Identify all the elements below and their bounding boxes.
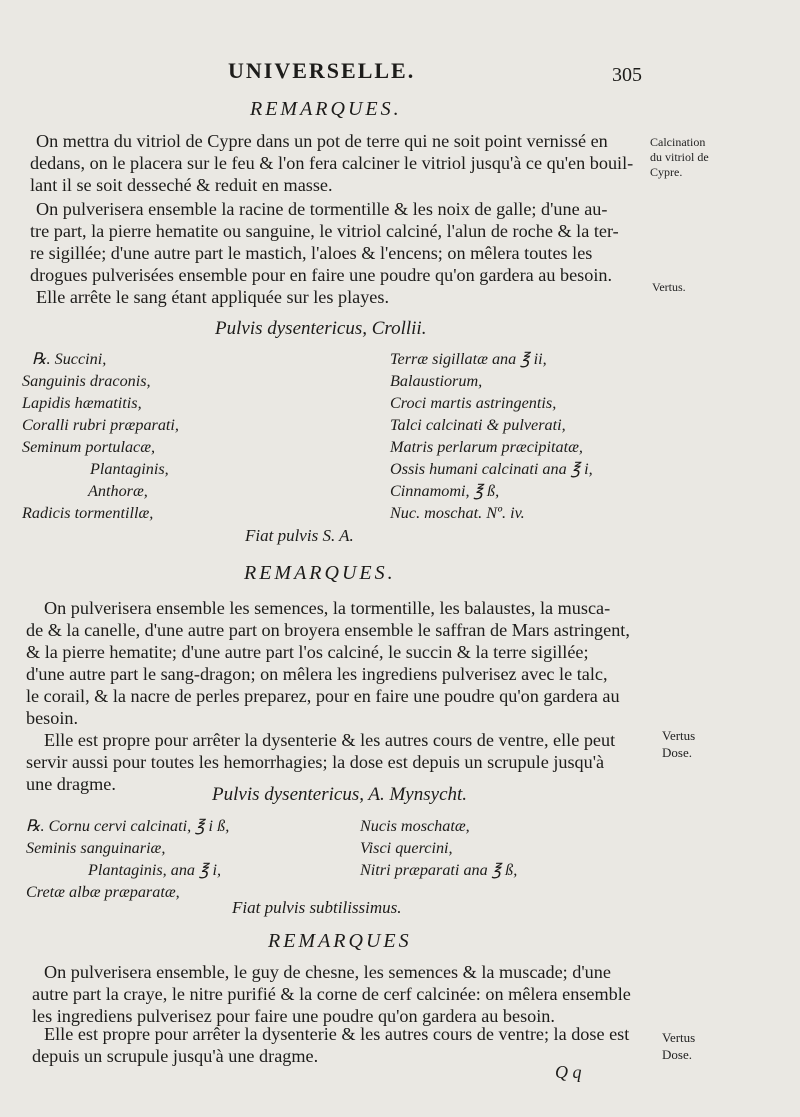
- ingredient: Lapidis hæmatitis,: [22, 394, 142, 412]
- text-line: le corail, & la nacre de perles preparez, pour en faire une poudre qu'on gardera au: [26, 686, 620, 706]
- text-line: les ingrediens pulverisez pour faire une poudre qu'on gardera au besoin.: [32, 1006, 555, 1026]
- ingredient: Seminum portulacæ,: [22, 438, 156, 456]
- text-line: Elle est propre pour arrêter la dysenterie & les autres cours de ventre, elle peut: [44, 730, 616, 750]
- margin-note-dose-2: Dose.: [662, 745, 692, 760]
- text-line: une dragme.: [26, 774, 116, 794]
- section3-paragraph-2: [32, 1023, 629, 1067]
- text-line: d'une autre part le sang-dragon; on mêlera les ingrediens pulverisez avec le talc,: [26, 664, 608, 684]
- ingredient: Terræ sigillatæ ana ℥ ii,: [390, 350, 547, 368]
- margin-note-vertus-3: Vertus: [662, 1030, 696, 1045]
- ingredient: Balaustiorum,: [390, 372, 483, 390]
- section1-paragraph-2: [30, 198, 619, 286]
- recipe2-ingredients-right: [360, 815, 517, 881]
- section1-paragraph-1: [30, 130, 633, 196]
- text-line: dedans, on le placera sur le feu & l'on fera calciner le vitriol jusqu'à ce qu'en bouil-: [30, 153, 634, 173]
- ingredient: Nuc. moschat. Nº. iv.: [390, 504, 525, 522]
- ingredient: ℞. Succini,: [32, 350, 107, 368]
- ingredient: Seminis sanguinariæ,: [26, 839, 166, 857]
- running-head: UNIVERSELLE.: [228, 58, 416, 83]
- ingredient: Radicis tormentillæ,: [22, 504, 154, 522]
- text-line: re sigillée; d'une autre part le mastich, l'aloes & l'encens; on mêlera toutes les: [30, 243, 593, 263]
- ingredient: Matris perlarum præcipitatæ,: [390, 438, 583, 456]
- page-number: 305: [612, 64, 642, 86]
- margin-line: Cypre.: [650, 165, 683, 179]
- recipe1-fiat: Fiat pulvis S. A.: [245, 526, 354, 545]
- text-line: lant il se soit desseché & reduit en masse.: [30, 175, 333, 195]
- section1-paragraph-3: Elle arrête le sang étant appliquée sur les playes.: [36, 287, 389, 307]
- margin-note-vertus-2: Vertus: [662, 728, 696, 743]
- text-line: depuis un scrupule jusqu'à une dragme.: [32, 1046, 319, 1066]
- text-line: besoin.: [26, 708, 79, 728]
- margin-note-calcination: [650, 135, 709, 180]
- ingredient: Sanguinis draconis,: [22, 372, 151, 390]
- section3-paragraph-1: [32, 961, 631, 1027]
- text-line: Elle est propre pour arrêter la dysenterie & les autres cours de ventre; la dose est: [44, 1024, 630, 1044]
- recipe1-ingredients-right: [390, 348, 593, 524]
- text-line: On mettra du vitriol de Cypre dans un pot de terre qui ne soit point vernissé en: [36, 131, 608, 151]
- ingredient: Anthoræ,: [88, 482, 148, 500]
- ingredient: Ossis humani calcinati ana ℥ i,: [390, 460, 593, 478]
- text-line: On pulverisera ensemble les semences, la tormentille, les balaustes, la muscа-: [44, 598, 611, 618]
- section-heading-3: REMARQUES: [268, 930, 412, 952]
- text-line: tre part, la pierre hematite ou sanguine, le vitriol calciné, l'alun de roche & la ter-: [30, 221, 619, 241]
- text-line: de & la canelle, d'une autre part on broyera ensemble le saffran de Mars astringent,: [26, 620, 630, 640]
- text-line: On pulverisera ensemble, le guy de chesne, les semences & la muscade; d'une: [44, 962, 611, 982]
- text-line: drogues pulverisées ensemble pour en faire une poudre qu'on gardera au besoin.: [30, 265, 613, 285]
- margin-note-dose-3: Dose.: [662, 1047, 692, 1062]
- ingredient: Nitri præparati ana ℥ ß,: [360, 861, 518, 879]
- section-heading-2: REMARQUES.: [244, 562, 396, 584]
- margin-line: du vitriol de: [650, 150, 709, 164]
- ingredient: Nucis moschatæ,: [360, 817, 470, 835]
- recipe2-ingredients-left: [26, 815, 229, 903]
- text-line: On pulverisera ensemble la racine de tormentille & les noix de galle; d'une au-: [36, 199, 608, 219]
- recipe1-ingredients-left: [22, 348, 179, 524]
- ingredient: ℞. Cornu cervi calcinati, ℥ i ß,: [26, 817, 230, 835]
- section-heading-1: REMARQUES.: [250, 98, 402, 120]
- recipe-title-1: Pulvis dysentericus, Crollii.: [215, 318, 427, 339]
- text-line: & la pierre hematite; d'une autre part l'os calciné, le succin & la terre sigillée;: [26, 642, 589, 662]
- ingredient: Cinnamomi, ℥ ß,: [390, 482, 500, 500]
- recipe2-fiat: Fiat pulvis subtilissimus.: [232, 898, 402, 917]
- ingredient: Plantaginis,: [90, 460, 169, 478]
- ingredient: Talci calcinati & pulverati,: [390, 416, 566, 434]
- ingredient: Visci quercini,: [360, 839, 453, 857]
- margin-note-vertus: Vertus.: [652, 280, 686, 294]
- ingredient: Coralli rubri præparati,: [22, 416, 179, 434]
- section2-paragraph-1: [26, 597, 630, 729]
- signature-mark: Q q: [555, 1062, 582, 1082]
- ingredient: Cretæ albæ præparatæ,: [26, 883, 180, 901]
- ingredient: Croci martis astringentis,: [390, 394, 557, 412]
- text-line: servir aussi pour toutes les hemorrhagies; la dose est depuis un scrupule jusqu'à: [26, 752, 605, 772]
- text-line: autre part la craye, le nitre purifié & la corne de cerf calcinée: on mêlera ensemble: [32, 984, 631, 1004]
- recipe-title-2: Pulvis dysentericus, A. Mynsycht.: [212, 784, 468, 805]
- margin-line: Calcination: [650, 135, 706, 149]
- ingredient: Plantaginis, ana ℥ i,: [88, 861, 222, 879]
